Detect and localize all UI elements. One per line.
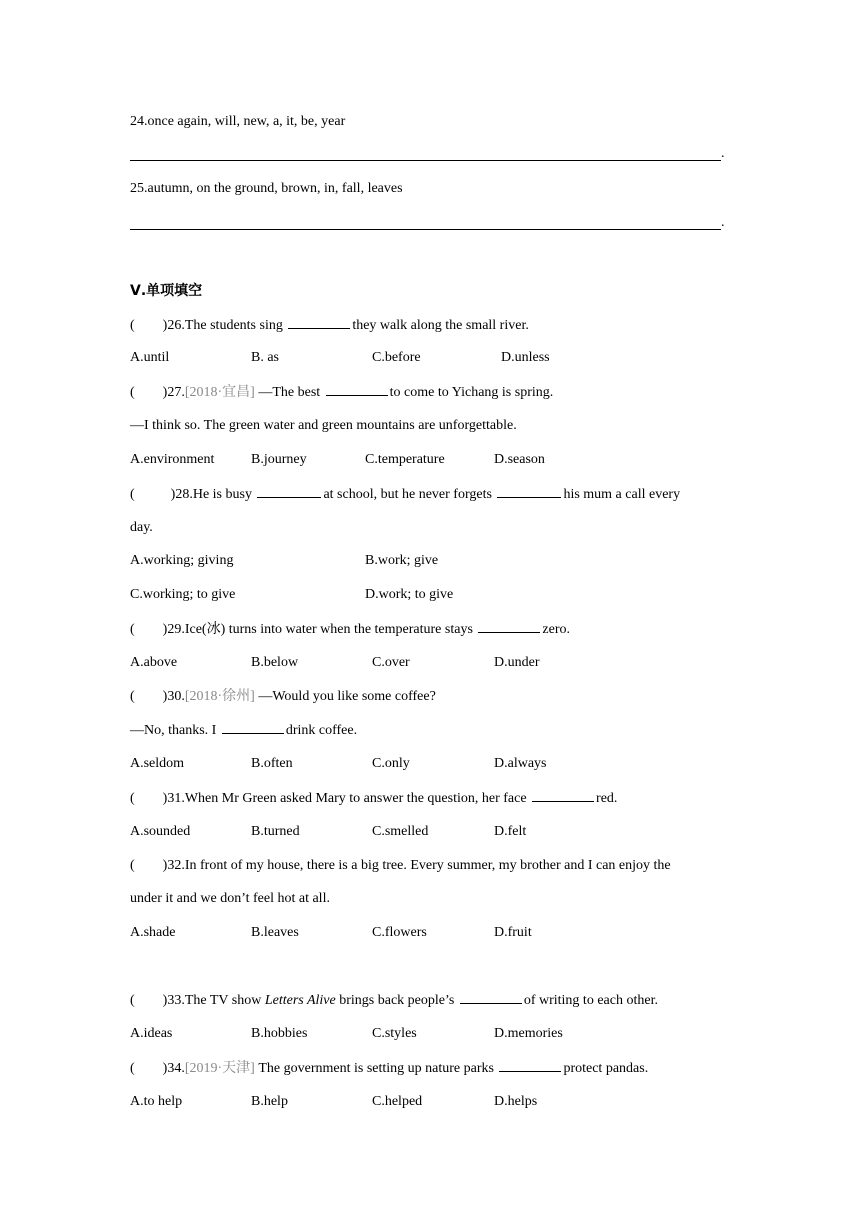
q30-source: [2018·徐州]	[184, 689, 255, 704]
q28-option-d[interactable]: D.work; to give	[365, 587, 454, 602]
q29-option-a[interactable]: A.above	[130, 655, 178, 670]
paren: (	[130, 622, 135, 637]
q27-option-b[interactable]: B.journey	[251, 452, 307, 467]
q31-after: red.	[596, 791, 618, 806]
q27-option-c[interactable]: C.temperature	[365, 452, 445, 467]
q33-option-a[interactable]: A.ideas	[130, 1026, 173, 1041]
q29-option-b[interactable]: B.below	[251, 655, 299, 670]
paren: (	[130, 487, 135, 502]
q33-mid: brings back people’s	[339, 993, 455, 1008]
paren: (	[130, 385, 135, 400]
q29-after: zero.	[542, 622, 570, 637]
q30-line2	[130, 721, 357, 740]
q34-option-b[interactable]: B.help	[251, 1094, 288, 1109]
section-title: Ⅴ.单项填空	[130, 283, 203, 299]
q31-text: )31.When Mr Green asked Mary to answer the question, her face	[162, 791, 527, 806]
q32-option-a[interactable]: A.shade	[130, 925, 176, 940]
q27-option-d[interactable]: D.season	[494, 452, 545, 467]
q26-option-d[interactable]: D.unless	[501, 350, 550, 365]
q34-option-c[interactable]: C.helped	[372, 1094, 423, 1109]
q25-answer-line[interactable]	[130, 229, 721, 230]
q30-line2b: drink coffee.	[285, 723, 358, 738]
q33-blank[interactable]	[460, 991, 522, 1004]
q31-option-b[interactable]: B.turned	[251, 824, 300, 839]
q27-option-a[interactable]: A.environment	[130, 452, 215, 467]
q28-mid: at school, but he never forgets	[323, 487, 492, 502]
q30-option-a[interactable]: A.seldom	[130, 756, 185, 771]
q32-option-c[interactable]: C.flowers	[372, 925, 427, 940]
q28-option-c[interactable]: C.working; to give	[130, 587, 236, 602]
q30-stem	[130, 688, 436, 706]
q26-option-a[interactable]: A.until	[130, 350, 170, 365]
q31-option-d[interactable]: D.felt	[494, 824, 527, 839]
q28-blank-1[interactable]	[257, 485, 321, 498]
paren: (	[130, 689, 135, 704]
q27-after: to come to Yichang is spring.	[389, 385, 554, 400]
q34-text: The government is setting up nature parks	[258, 1061, 494, 1076]
q30-blank[interactable]	[222, 721, 284, 734]
paren: (	[130, 993, 135, 1008]
q27-source: [2018·宜昌]	[184, 385, 255, 400]
q24-prompt: 24.once again, will, new, a, it, be, year	[130, 114, 346, 129]
q32-stem	[130, 857, 671, 875]
q29-text: )29.Ice(冰) turns into water when the temperature stays	[162, 622, 473, 637]
paren: (	[130, 791, 135, 806]
q26-option-c[interactable]: C.before	[372, 350, 421, 365]
q33-option-c[interactable]: C.styles	[372, 1026, 417, 1041]
q30-option-d[interactable]: D.always	[494, 756, 547, 771]
q26-option-b[interactable]: B. as	[251, 350, 279, 365]
q31-blank[interactable]	[532, 789, 594, 802]
q34-source: [2019·天津]	[184, 1061, 255, 1076]
paren: (	[130, 858, 135, 873]
q24-period: .	[721, 146, 725, 161]
q25-period: .	[721, 215, 725, 230]
q28-text: )28.He is busy	[170, 487, 252, 502]
q28-blank-2[interactable]	[497, 485, 561, 498]
q29-blank[interactable]	[478, 620, 540, 633]
q33-option-d[interactable]: D.memories	[494, 1026, 563, 1041]
q29-option-c[interactable]: C.over	[372, 655, 410, 670]
q26-after: they walk along the small river.	[352, 318, 529, 333]
q27-stem	[130, 383, 553, 402]
q34-stem	[130, 1059, 648, 1078]
q33-text: )33.The TV show	[162, 993, 262, 1008]
q27-line2: —I think so. The green water and green mountains are unforgettable.	[130, 418, 517, 433]
q29-stem	[130, 620, 570, 639]
q33-after: of writing to each other.	[523, 993, 658, 1008]
q31-option-a[interactable]: A.sounded	[130, 824, 191, 839]
q33-option-b[interactable]: B.hobbies	[251, 1026, 308, 1041]
q28-option-b[interactable]: B.work; give	[365, 553, 439, 568]
q30-num: )30.	[162, 689, 185, 704]
q26-blank[interactable]	[288, 316, 350, 329]
q34-blank[interactable]	[499, 1059, 561, 1072]
q27-num: )27.	[162, 385, 185, 400]
q24-answer-line[interactable]	[130, 160, 721, 161]
q27-blank[interactable]	[326, 383, 388, 396]
q32-option-d[interactable]: D.fruit	[494, 925, 532, 940]
q32-text: )32.In front of my house, there is a big tree. Every summer, my brother and I can enjoy the	[162, 858, 671, 873]
q27-text: —The best	[258, 385, 321, 400]
q30-line2a: —No, thanks. I	[130, 723, 217, 738]
q32-option-b[interactable]: B.leaves	[251, 925, 299, 940]
q34-after: protect pandas.	[563, 1061, 649, 1076]
q34-option-d[interactable]: D.helps	[494, 1094, 538, 1109]
q26-stem	[130, 316, 529, 335]
q28-after: his mum a call every	[563, 487, 681, 502]
q30-option-c[interactable]: C.only	[372, 756, 410, 771]
q28-stem	[130, 485, 730, 504]
paren: (	[130, 318, 135, 333]
paren: (	[130, 1061, 135, 1076]
q33-show-title: Letters Alive	[264, 993, 336, 1008]
q34-num: )34.	[162, 1061, 185, 1076]
q30-option-b[interactable]: B.often	[251, 756, 293, 771]
q26-text: )26.The students sing	[162, 318, 283, 333]
q31-stem	[130, 789, 617, 808]
q28-option-a[interactable]: A.working; giving	[130, 553, 234, 568]
q29-option-d[interactable]: D.under	[494, 655, 540, 670]
q32-line2: under it and we don’t feel hot at all.	[130, 891, 330, 906]
q25-prompt: 25.autumn, on the ground, brown, in, fall, leaves	[130, 181, 403, 196]
q34-option-a[interactable]: A.to help	[130, 1094, 183, 1109]
q28-line2: day.	[130, 520, 153, 535]
q31-option-c[interactable]: C.smelled	[372, 824, 429, 839]
q33-stem	[130, 991, 658, 1010]
q30-text: —Would you like some coffee?	[258, 689, 436, 704]
